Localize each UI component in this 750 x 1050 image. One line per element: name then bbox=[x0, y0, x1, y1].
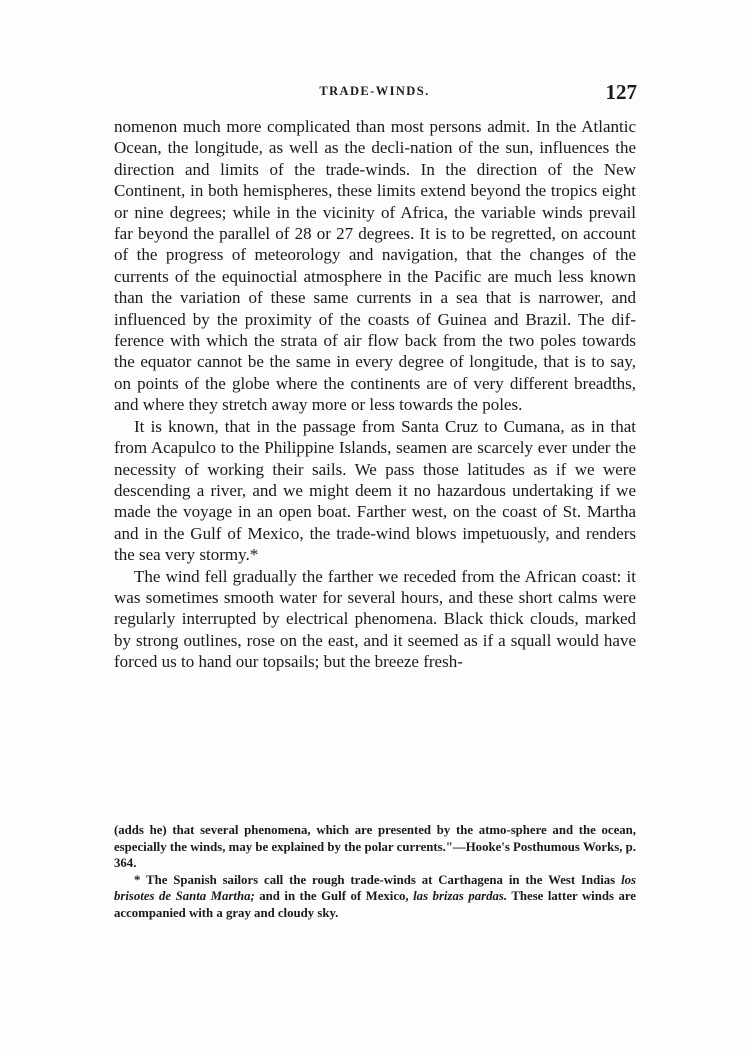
footnote-italic: los brisotes de Santa Martha; bbox=[114, 872, 636, 904]
footnote bbox=[114, 872, 636, 922]
footnote-continued: (adds he) that several phenomena, which are presented by the atmo-sphere and the ocean, especially the winds, may be explained by the polar currents."—Hooke's Posthumous Works, p. 364. bbox=[114, 823, 636, 871]
footnote-text: These latter winds are accompanied with a gray and cloudy sky. bbox=[114, 889, 636, 920]
footnotes bbox=[114, 822, 636, 922]
paragraph: It is known, that in the passage from Santa Cruz to Cumana, as in that from Acapulco to the Philippine Islands, seamen are scarcely ever under the necessity of working their sails. We pass those latitudes as if we were descending a river, and we might deem it no hazardous undertaking if we made the voyage in an open boat. Farther west, on the coast of St. Martha and in the Gulf of Mexico, the trade-wind blows impetuously, and renders the sea very stormy.* bbox=[114, 416, 636, 565]
page-number: 127 bbox=[605, 80, 637, 104]
main-text bbox=[114, 116, 636, 673]
page-header bbox=[112, 80, 637, 116]
footnote-italic: las brizas pardas. bbox=[413, 889, 508, 904]
running-title: TRADE-WINDS. bbox=[319, 84, 430, 98]
paragraph: The wind fell gradually the farther we receded from the African coast: it was sometimes smooth water for several hours, and these short calms were regularly interrupted by electrical phenomena. Black thick clouds, marked by strong outlines, rose on the east, and it seemed as if a squall would have forced us to hand our topsails; but the breeze fresh- bbox=[114, 566, 636, 672]
footnote-text: and in the Gulf of Mexico, bbox=[254, 889, 414, 904]
footnote-text: * The Spanish sailors call the rough trade-winds at Carthagena in the West Indias bbox=[134, 872, 622, 887]
paragraph: nomenon much more complicated than most persons admit. In the Atlantic Ocean, the longitude, as well as the decli-nation of the sun, influences the direction and limits of the trade-winds. In the direction of the New Continent, in both hemispheres, these limits extend beyond the tropics eight or nine degrees; while in the vicinity of Africa, the variable winds prevail far beyond the parallel of 28 or 27 degrees. It is to be regretted, on account of the progress of meteorology and navigation, that the changes of the currents of the equinoctial atmosphere in the Pacific are much less known than the variation of these same currents in a sea that is narrower, and influenced by the proximity of the coasts of Guinea and Brazil. The dif-ference with which the strata of air flow back from the two poles towards the equator cannot be the same in every degree of longitude, that is to say, on points of the globe where the continents are of very different breadths, and where they stretch away more or less towards the poles. bbox=[114, 117, 636, 415]
